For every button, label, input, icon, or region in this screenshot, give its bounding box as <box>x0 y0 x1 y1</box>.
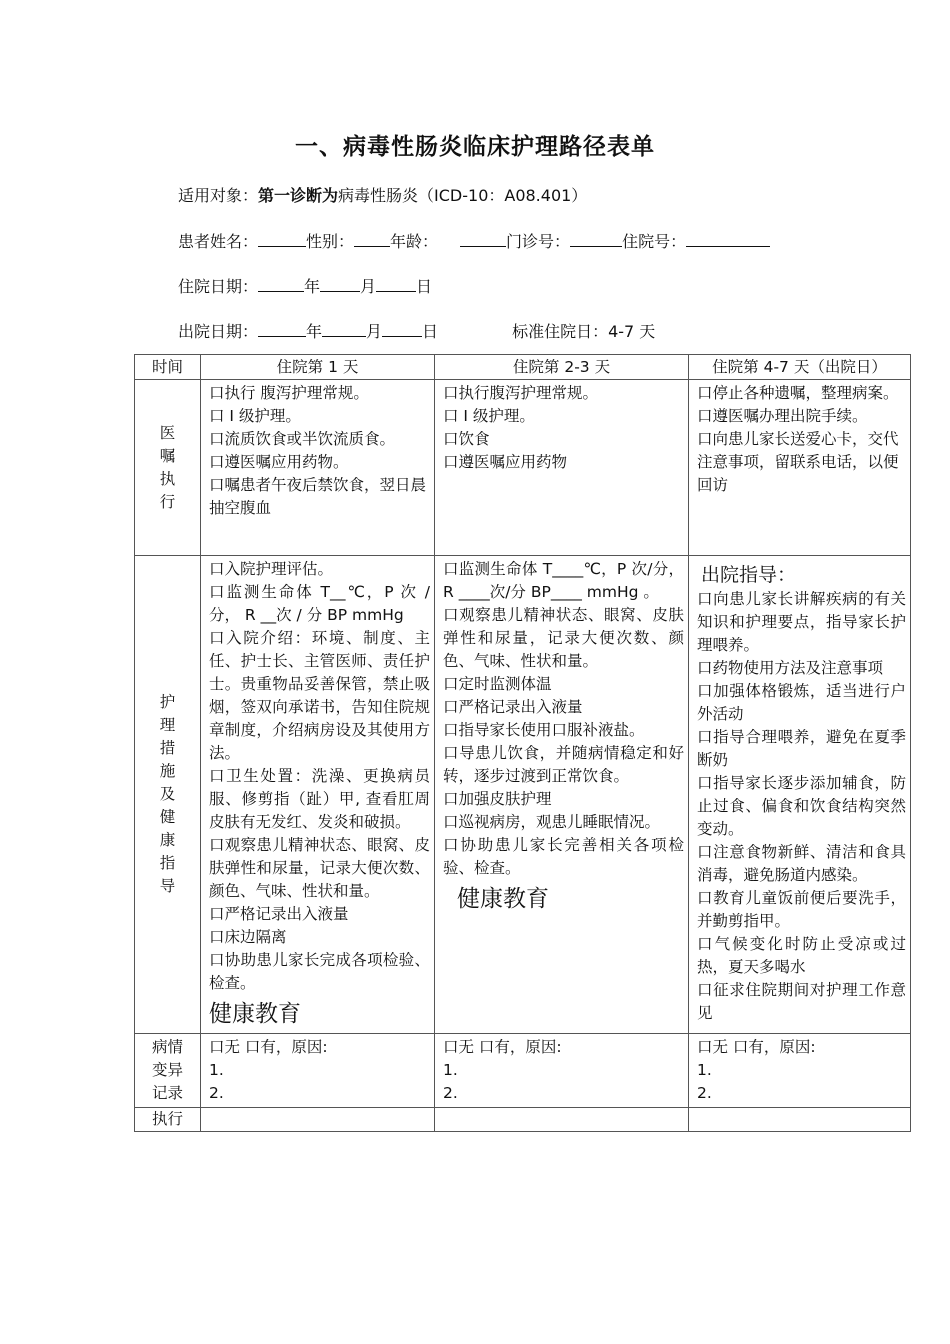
discharge-month-field[interactable] <box>322 322 366 337</box>
list-item[interactable]: 口向患儿家长讲解疾病的有关知识和护理要点，指导家长护理喂养。 <box>697 590 906 654</box>
discharge-guidance-heading: 出院指导： <box>701 564 797 586</box>
discharge-date-label: 出院日期： <box>178 322 259 341</box>
variance-day1-cell <box>201 1034 435 1108</box>
list-item[interactable]: 口加强体格锻炼，适当进行户外活动 <box>697 682 906 723</box>
admission-no-label: 住院号： <box>622 232 687 251</box>
execution-day1-cell[interactable] <box>201 1108 435 1132</box>
medical-day1-cell <box>201 380 435 556</box>
clinic-field[interactable] <box>570 232 622 247</box>
nursing-row <box>135 556 911 1034</box>
year-text: 年 <box>304 277 321 296</box>
list-item[interactable]: 口 I 级护理。 <box>443 407 535 425</box>
list-item[interactable]: 口饮食 <box>443 430 490 448</box>
discharge-day-field[interactable] <box>382 322 422 337</box>
name-label: 患者姓名： <box>178 232 259 251</box>
list-item[interactable]: 口执行 腹泻护理常规。 <box>209 384 369 402</box>
admit-day-field[interactable] <box>376 277 416 292</box>
medical-day3-cell <box>689 380 911 556</box>
list-item[interactable]: 口指导家长逐步添加辅食，防止过食、偏食和饮食结构突然变动。 <box>697 774 906 838</box>
list-item[interactable]: 口执行腹泻护理常规。 <box>443 384 599 402</box>
nursing-day1-cell <box>201 556 435 1034</box>
variance-item: 1. <box>697 1061 712 1079</box>
standard-stay: 标准住院日：4-7 天 <box>512 322 656 341</box>
variance-day3-cell <box>689 1034 911 1108</box>
applicable-bold: 第一诊断为 <box>258 186 339 205</box>
execution-day2-cell[interactable] <box>435 1108 689 1132</box>
discharge-date-line <box>178 319 655 342</box>
col-header-time: 时间 <box>135 355 201 380</box>
nursing-day3-cell <box>689 556 911 1034</box>
age-label: 年龄： <box>390 232 439 251</box>
list-item[interactable]: 口遵医嘱应用药物 <box>443 453 568 471</box>
list-item[interactable]: 口征求住院期间对护理工作意见 <box>697 981 906 1022</box>
list-item[interactable]: 口入院介绍：环境、制度、主任、护士长、主管医师、责任护士。贵重物品妥善保管，禁止吸烟，签双向承诺书，告知住院规章制度，介绍病房设及其使用方法。 <box>209 629 430 762</box>
list-item[interactable]: 口严格记录出入液量 <box>209 905 349 923</box>
execution-row <box>135 1108 911 1132</box>
gender-label: 性别： <box>306 232 355 251</box>
admit-month-field[interactable] <box>320 277 360 292</box>
day-text: 日 <box>416 277 433 296</box>
header-row <box>135 355 911 380</box>
admit-date-line <box>178 274 432 297</box>
list-item[interactable]: 口向患儿家长送爱心卡，交代注意事项，留联系电话，以便回访 <box>697 430 899 494</box>
list-item[interactable]: 口巡视病房，观患儿睡眠情况。 <box>443 813 661 831</box>
applicable-rest: 病毒性肠炎（ICD-10：A08.401） <box>338 186 588 205</box>
admit-year-field[interactable] <box>258 277 304 292</box>
row-label-variance: 病情变异记录 <box>135 1034 201 1108</box>
list-item[interactable]: 口注意食物新鲜、清洁和食具消毒，避免肠道内感染。 <box>697 843 906 884</box>
list-item[interactable]: 口 I 级护理。 <box>209 407 301 425</box>
list-item[interactable]: 口流质饮食或半饮流质食。 <box>209 430 396 448</box>
col-header-day1: 住院第 1 天 <box>201 355 435 380</box>
variance-checkbox-line[interactable]: 口无 口有，原因: <box>697 1038 816 1056</box>
variance-item: 2. <box>443 1084 458 1102</box>
nursing-day2-cell <box>435 556 689 1034</box>
medical-day2-cell <box>435 380 689 556</box>
patient-info-line <box>178 229 770 252</box>
list-item[interactable]: 口加强皮肤护理 <box>443 790 552 808</box>
list-item[interactable]: 口指导家长使用口服补液盐。 <box>443 721 645 739</box>
variance-row <box>135 1034 911 1108</box>
applicable-line <box>178 183 587 206</box>
row-label-nursing: 护理措施及健康指导 <box>135 556 201 1034</box>
health-education-heading: 健康教育 <box>457 886 549 912</box>
list-item[interactable]: 口床边隔离 <box>209 928 287 946</box>
name-field[interactable] <box>258 232 306 247</box>
list-item[interactable]: 口遵医嘱办理出院手续。 <box>697 407 868 425</box>
list-item[interactable]: 口协助患儿家长完成各项检验、检查。 <box>209 951 430 992</box>
variance-item: 2. <box>697 1084 712 1102</box>
clinic-label: 门诊号： <box>506 232 571 251</box>
list-item[interactable]: 口监测生命体 T__℃，P 次 / 分， R __次 / 分 BP mmHg <box>209 583 430 624</box>
variance-checkbox-line[interactable]: 口无 口有，原因: <box>209 1038 328 1056</box>
variance-item: 1. <box>209 1061 224 1079</box>
discharge-year-field[interactable] <box>258 322 306 337</box>
list-item[interactable]: 口观察患儿精神状态、眼窝、皮肤弹性和尿量，记录大便次数、颜色、气味、性状和量。 <box>209 836 430 900</box>
col-header-day4-7: 住院第 4-7 天（出院日） <box>689 355 911 380</box>
list-item[interactable]: 口遵医嘱应用药物。 <box>209 453 349 471</box>
variance-item: 2. <box>209 1084 224 1102</box>
month-text: 月 <box>366 322 383 341</box>
health-education-heading: 健康教育 <box>209 1001 301 1027</box>
list-item[interactable]: 口导患儿饮食，并随病情稳定和好转，逐步过渡到正常饮食。 <box>443 744 684 785</box>
list-item[interactable]: 口协助患儿家长完善相关各项检验、检查。 <box>443 836 684 877</box>
variance-item: 1. <box>443 1061 458 1079</box>
col-header-day2-3: 住院第 2-3 天 <box>435 355 689 380</box>
day-text: 日 <box>422 322 439 341</box>
list-item[interactable]: 口嘱患者午夜后禁饮食，翌日晨抽空腹血 <box>209 476 427 517</box>
variance-checkbox-line[interactable]: 口无 口有，原因: <box>443 1038 562 1056</box>
medical-order-row <box>135 380 911 556</box>
age-field[interactable] <box>460 232 506 247</box>
list-item[interactable]: 口严格记录出入液量 <box>443 698 583 716</box>
list-item[interactable]: 口入院护理评估。 <box>209 560 334 578</box>
list-item[interactable]: 口指导合理喂养，避免在夏季断奶 <box>697 728 906 769</box>
list-item[interactable]: 口教育儿童饭前便后要洗手，并勤剪指甲。 <box>697 889 906 930</box>
row-label-execution: 执行 <box>135 1108 201 1132</box>
page-title: 一、病毒性肠炎临床护理路径表单 <box>295 134 655 160</box>
list-item[interactable]: 口定时监测体温 <box>443 675 552 693</box>
list-item[interactable]: 口药物使用方法及注意事项 <box>697 659 884 677</box>
admission-no-field[interactable] <box>686 232 770 247</box>
list-item[interactable]: 口停止各种遗嘱，整理病案。 <box>697 384 899 402</box>
variance-day2-cell <box>435 1034 689 1108</box>
gender-field[interactable] <box>354 232 390 247</box>
list-item[interactable]: 口监测生命体 T____℃，P 次/分，R ____次/分 BP____ mmHg 。 <box>443 560 684 601</box>
list-item[interactable]: 口气候变化时防止受凉或过热，夏天多喝水 <box>697 935 906 976</box>
row-label-medical: 医嘱执行 <box>135 380 201 556</box>
pathway-table <box>134 354 911 1132</box>
applicable-prefix: 适用对象： <box>178 186 259 205</box>
admit-date-label: 住院日期： <box>178 277 259 296</box>
year-text: 年 <box>306 322 323 341</box>
list-item[interactable]: 口观察患儿精神状态、眼窝、皮肤弹性和尿量，记录大便次数、颜色、气味、性状和量。 <box>443 606 684 670</box>
list-item[interactable]: 口卫生处置：洗澡、更换病员服、修剪指（趾）甲, 查看肛周皮肤有无发红、发炎和破损。 <box>209 767 430 831</box>
month-text: 月 <box>360 277 377 296</box>
execution-day3-cell[interactable] <box>689 1108 911 1132</box>
